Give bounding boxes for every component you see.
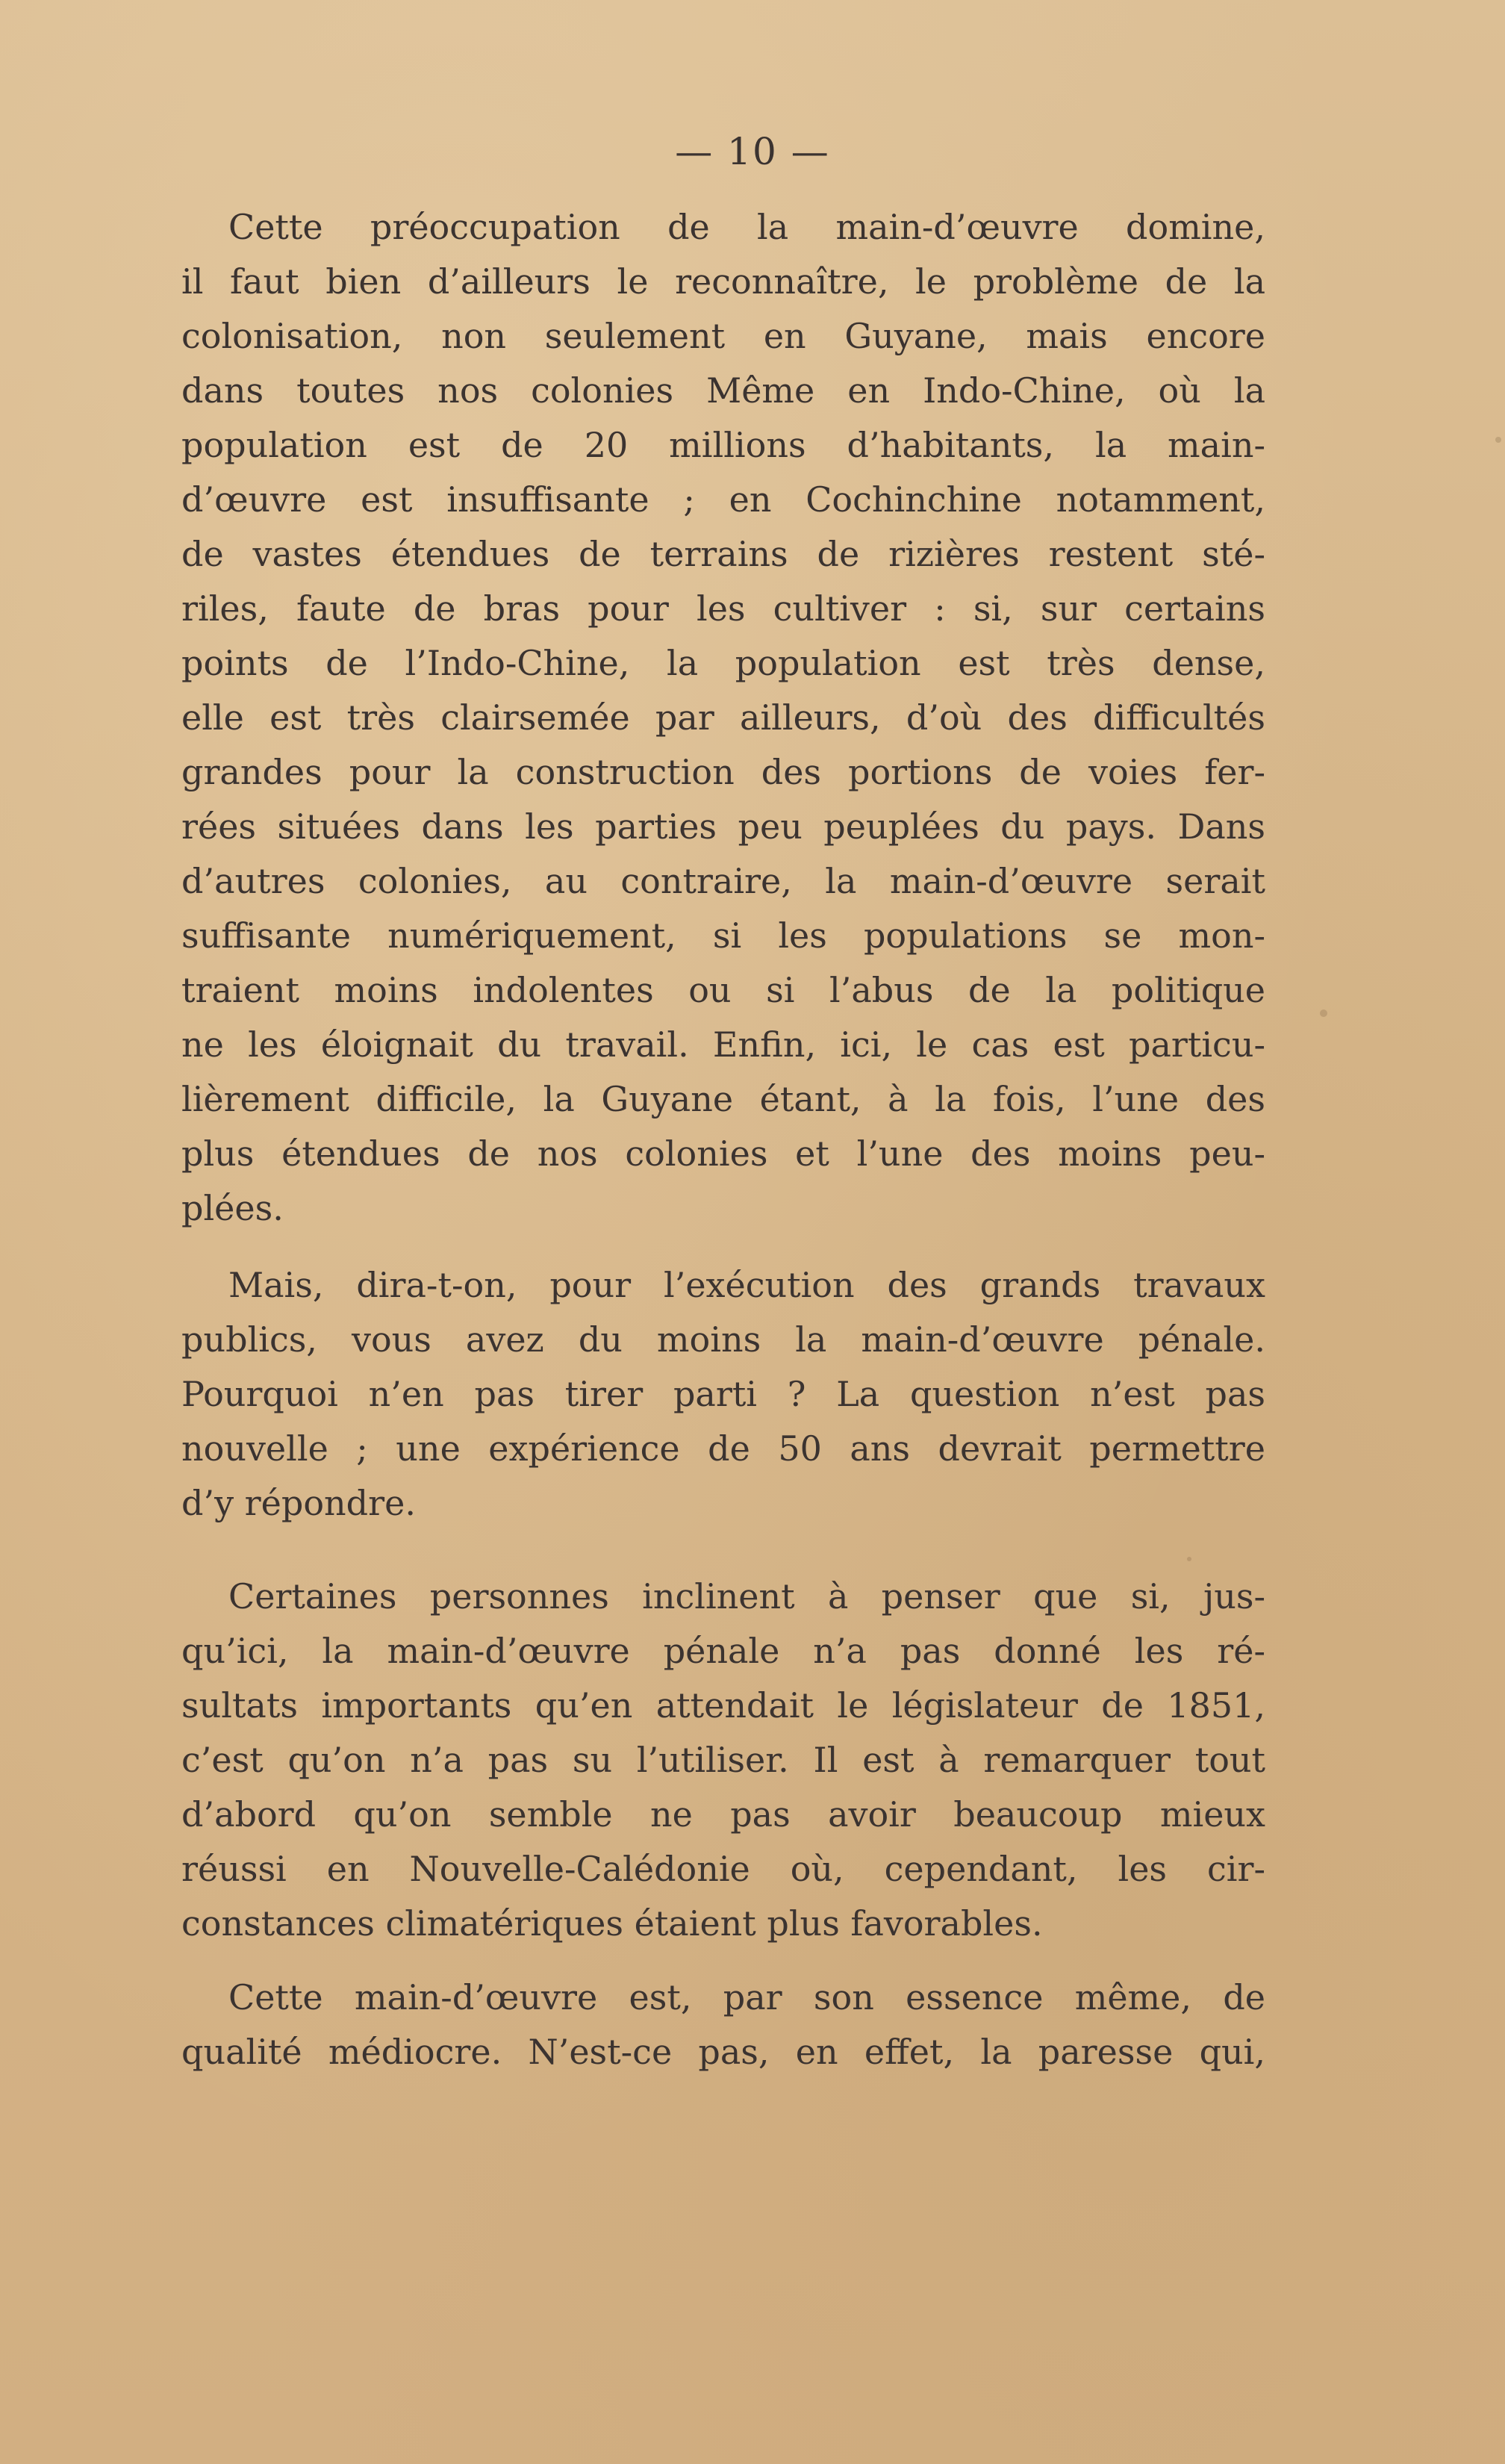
paragraph	[181, 1569, 1265, 1951]
text-line: grandes pour la construction des portions de voies fer-	[181, 752, 1265, 792]
body-text	[181, 200, 1265, 2079]
text-line: dans toutes nos colonies Même en Indo-Chine, où la	[181, 370, 1265, 411]
text-line: qu’ici, la main-d’œuvre pénale n’a pas donné les ré-	[181, 1631, 1265, 1671]
text-line: d’œuvre est insuffisante ; en Cochinchine notamment,	[181, 479, 1265, 520]
paper-speck	[1320, 1009, 1327, 1017]
text-line: riles, faute de bras pour les cultiver : si, sur certains	[181, 588, 1265, 629]
text-line: d’abord qu’on semble ne pas avoir beaucoup mieux	[181, 1794, 1265, 1835]
text-line: plus étendues de nos colonies et l’une des moins peu-	[181, 1133, 1265, 1174]
text-line: d’y répondre.	[181, 1483, 416, 1523]
text-line: de vastes étendues de terrains de rizières restent sté-	[181, 534, 1265, 574]
text-line: Pourquoi n’en pas tirer parti ? La question n’est pas	[181, 1374, 1265, 1414]
text-line: population est de 20 millions d’habitants, la main-	[181, 425, 1265, 465]
text-line: suffisante numériquement, si les populations se mon-	[181, 915, 1265, 956]
paragraph	[181, 200, 1265, 1236]
text-line: rées situées dans les parties peu peuplées du pays. Dans	[181, 806, 1265, 847]
text-line: Mais, dira-t-on, pour l’exécution des grands travaux	[228, 1265, 1265, 1305]
text-line: qualité médiocre. N’est-ce pas, en effet, la paresse qui,	[181, 2032, 1265, 2072]
text-line: constances climatériques étaient plus favorables.	[181, 1903, 1043, 1944]
text-line: publics, vous avez du moins la main-d’œuvre pénale.	[181, 1319, 1265, 1360]
paper-speck	[1495, 437, 1501, 443]
text-line: points de l’Indo-Chine, la population est très dense,	[181, 643, 1265, 683]
text-line: colonisation, non seulement en Guyane, mais encore	[181, 316, 1265, 356]
text-line: Certaines personnes inclinent à penser que si, jus-	[228, 1576, 1265, 1617]
text-line: elle est très clairsemée par ailleurs, d’où des difficultés	[181, 697, 1265, 738]
text-line: il faut bien d’ailleurs le reconnaître, le problème de la	[181, 261, 1265, 302]
paragraph	[181, 1970, 1265, 2079]
paragraph	[181, 1258, 1265, 1531]
text-line: d’autres colonies, au contraire, la main-d’œuvre serait	[181, 861, 1265, 901]
text-line: sultats importants qu’en attendait le législateur de 1851,	[181, 1685, 1265, 1726]
page-number: — 10 —	[675, 130, 830, 173]
text-line: ne les éloignait du travail. Enfin, ici, le cas est particu-	[181, 1024, 1265, 1065]
text-line: lièrement difficile, la Guyane étant, à la fois, l’une des	[181, 1079, 1265, 1119]
text-line: plées.	[181, 1188, 284, 1228]
text-line: réussi en Nouvelle-Calédonie où, cependant, les cir-	[181, 1849, 1265, 1889]
paper-speck	[1187, 1557, 1191, 1561]
text-line: traient moins indolentes ou si l’abus de la politique	[181, 970, 1265, 1010]
text-line: nouvelle ; une expérience de 50 ans devrait permettre	[181, 1428, 1265, 1469]
text-line: c’est qu’on n’a pas su l’utiliser. Il est à remarquer tout	[181, 1740, 1265, 1780]
text-line: Cette préoccupation de la main-d’œuvre domine,	[228, 207, 1265, 247]
text-line: Cette main-d’œuvre est, par son essence même, de	[228, 1977, 1265, 2017]
